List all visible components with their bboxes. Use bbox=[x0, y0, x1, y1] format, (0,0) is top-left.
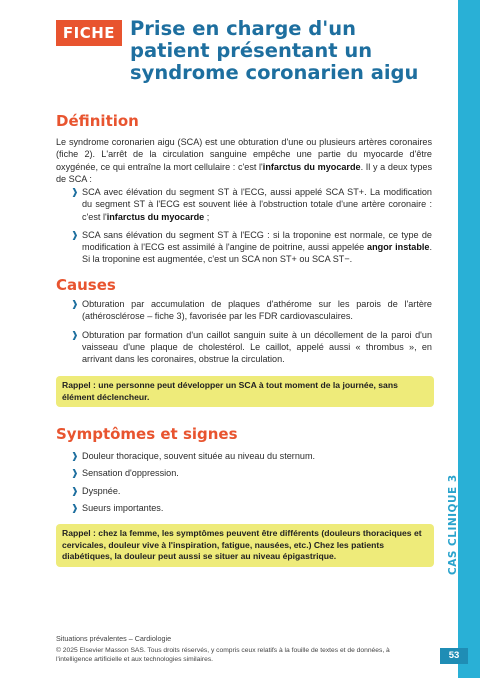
item-bold: infarctus du myocarde bbox=[106, 211, 205, 222]
chevron-right-icon: ❱ bbox=[71, 468, 79, 479]
chevron-right-icon: ❱ bbox=[71, 329, 79, 340]
page-title: Prise en charge d'un patient présentant un syndrome coronarien aigu bbox=[130, 17, 419, 84]
causes-list bbox=[71, 298, 432, 365]
fiche-badge: FICHE 10 bbox=[56, 20, 122, 46]
item-bold: angor instable bbox=[367, 242, 430, 253]
item-text: Sueurs importantes. bbox=[82, 502, 164, 513]
definition-heading: Définition bbox=[56, 112, 139, 130]
list-item bbox=[71, 502, 432, 514]
definition-intro bbox=[56, 136, 432, 185]
list-item bbox=[71, 229, 433, 266]
list-item bbox=[71, 450, 432, 462]
chevron-right-icon: ❱ bbox=[71, 485, 79, 496]
item-text-end: . Si la troponine est augmentée, c'est un SCA non ST+ ou SCA ST−. bbox=[82, 242, 433, 265]
item-text: Obturation par accumulation de plaques d'athérome sur les parois de l'artère (athérosclérose – fiche 3), favorisée par les FDR cardiovasculaires. bbox=[82, 299, 432, 322]
list-item bbox=[71, 467, 432, 479]
rappel-box-2: Rappel : chez la femme, les symptômes peuvent être différents (douleurs thoraciques et cervicales, douleur vive à l'inspiration, fatigue, nausées, etc.) Chez les patients diabétiques, la douleur peut aussi se situer au niveau épigastrique. bbox=[56, 524, 434, 567]
list-item bbox=[71, 485, 432, 497]
footer-copyright: © 2025 Elsevier Masson SAS. Tous droits réservés, y compris ceux relatifs à la fouille de textes et de données, à l'intelligence artificielle et aux technologies similaires. bbox=[56, 647, 390, 663]
causes-heading: Causes bbox=[56, 276, 116, 294]
chevron-right-icon: ❱ bbox=[71, 229, 79, 240]
item-text: SCA sans élévation du segment ST à l'ECG : si la troponine est normale, ce type de modification à l'ECG est assimilé à l'angine de poitrine, aussi appelée bbox=[82, 229, 432, 253]
footer-source: Situations prévalentes – Cardiologie bbox=[56, 634, 172, 643]
definition-intro-text2: . Il y a deux types de SCA : bbox=[56, 161, 432, 184]
definition-list bbox=[71, 186, 433, 266]
side-label-text: CAS CLINIQUE 3 bbox=[447, 474, 459, 575]
item-text: Sensation d'oppression. bbox=[82, 468, 179, 479]
symptomes-list bbox=[71, 450, 432, 514]
list-item bbox=[71, 186, 432, 223]
chevron-right-icon: ❱ bbox=[71, 187, 79, 197]
list-item bbox=[71, 298, 432, 323]
item-text: Douleur thoracique, souvent située au niveau du sternum. bbox=[82, 451, 316, 461]
chevron-right-icon: ❱ bbox=[71, 451, 79, 461]
definition-intro-bold: infarctus du myocarde bbox=[262, 161, 361, 172]
definition-intro-text1: Le syndrome coronarien aigu (SCA) est une obturation d'une ou plusieurs artères coronaires (fiche 2). L'arrêt de la circulation sanguine empêche une partie du myocarde d'être oxygénée, ce qui entraîne la mort cellulaire : c'est l' bbox=[56, 137, 432, 172]
list-item bbox=[71, 329, 432, 366]
chevron-right-icon: ❱ bbox=[71, 299, 79, 309]
item-text: Dyspnée. bbox=[82, 485, 121, 496]
item-text-end: ; bbox=[204, 211, 210, 222]
item-text: Obturation par formation d'un caillot sanguin suite à un décollement de la paroi d'un vaisseau d'une plaque de cholestérol. Le caillot, appelé aussi « thrombus », en arrivant dans les coronaires, obstrue la circulation. bbox=[82, 329, 432, 365]
side-strip bbox=[458, 0, 480, 678]
page-number: 53 bbox=[440, 648, 468, 664]
item-text: SCA avec élévation du segment ST à l'ECG, aussi appelé SCA ST+. La modification du segment ST à l'ECG est souvent liée à l'obstruction totale d'une artère coronaire : c'est l' bbox=[82, 187, 432, 222]
chevron-right-icon: ❱ bbox=[71, 502, 79, 513]
symptomes-heading: Symptômes et signes bbox=[56, 425, 238, 443]
rappel-box-1: Rappel : une personne peut développer un SCA à tout moment de la journée, sans élément déclencheur. bbox=[56, 376, 434, 407]
